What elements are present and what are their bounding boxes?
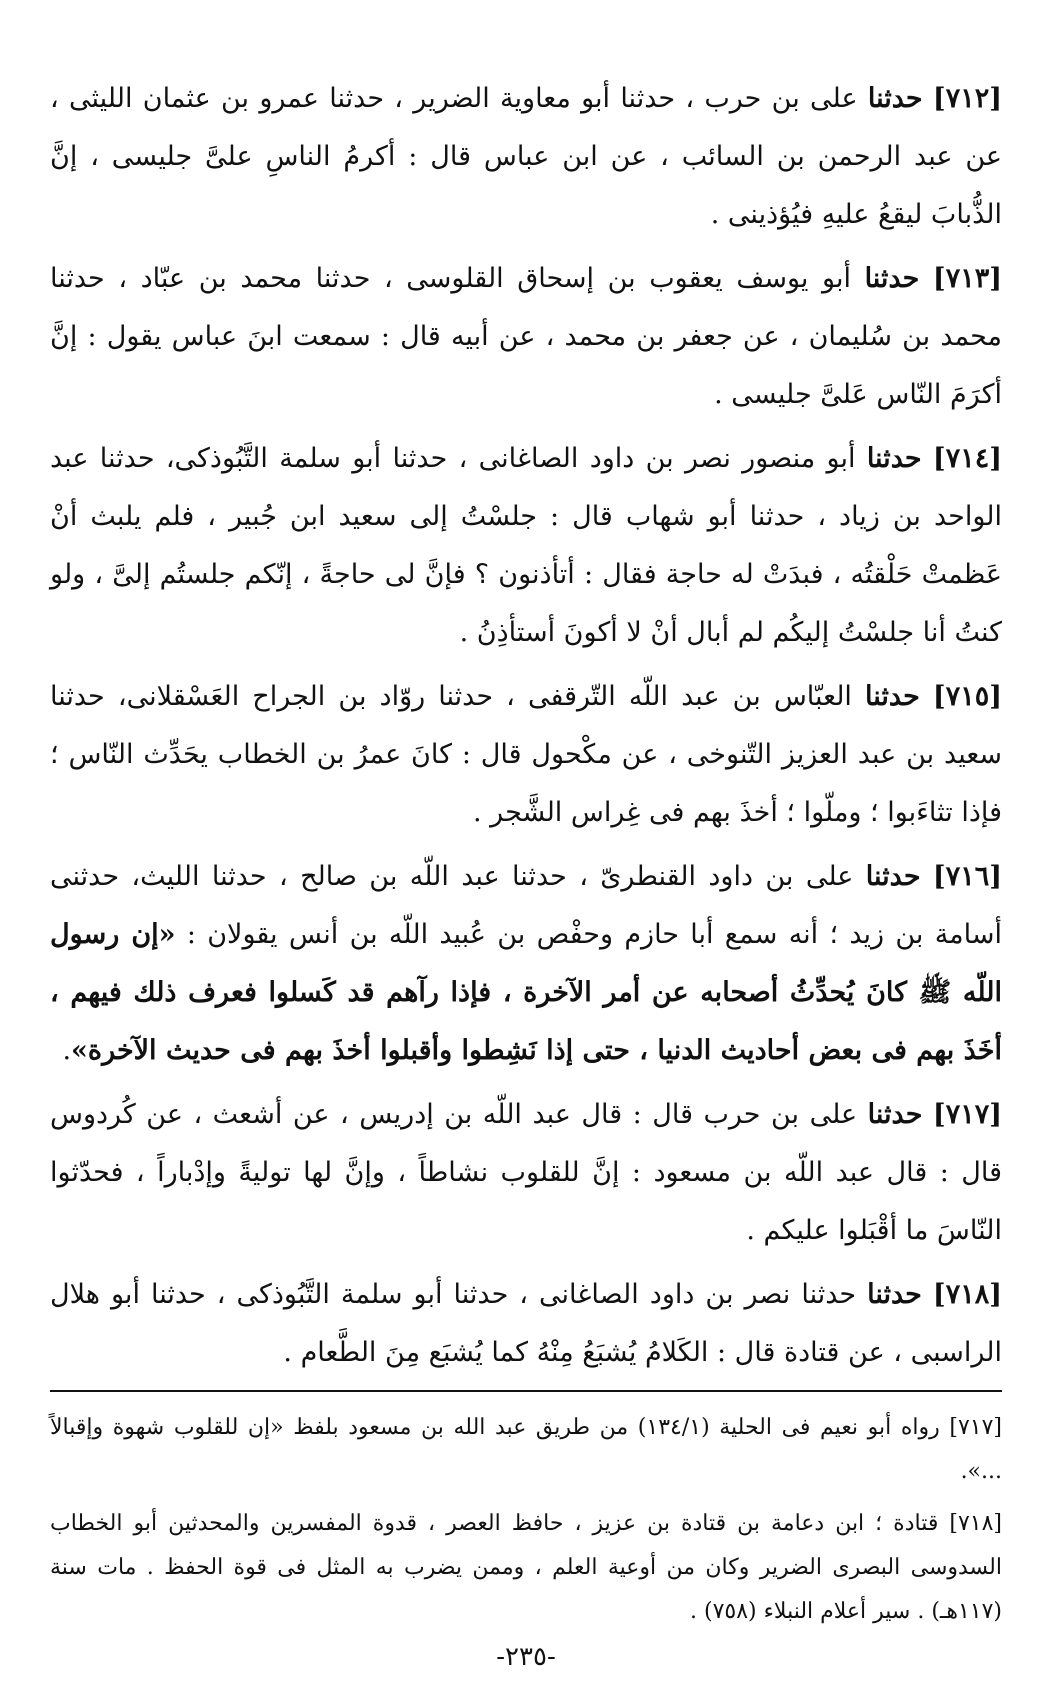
hadith-number: [٧١٤] (932, 443, 1002, 474)
hadith-number: [٧١٣] (932, 263, 1002, 294)
hadith-tail: . (62, 1035, 72, 1066)
hadith-717 (50, 1086, 1002, 1260)
hadith-text: العبّاس بن عبد اللّه التّرقفى ، حدثنا روّاد بن الجراح العَسْقلانى، حدثنا سعيد بن عبد العزيز التّنوخى ، عن مكْحول قال : كانَ عمرُ بن الخطاب يحَدِّث النّاس ؛ فإذا تثاءَبوا ؛ وملّوا ؛ أخذَ بهم فى غِراس الشَّجر . (50, 681, 1002, 828)
main-text (50, 70, 1002, 1382)
footnote-divider (50, 1390, 1002, 1392)
hadith-number: [٧١٢] (932, 83, 1002, 114)
footnote-717 (50, 1406, 1002, 1494)
hadith-715 (50, 668, 1002, 842)
hadith-opening: حدثنا (865, 681, 920, 712)
hadith-number: [٧١٧] (932, 1099, 1002, 1130)
hadith-714 (50, 430, 1002, 662)
hadith-text: على بن داود القنطرىّ ، حدثنا عبد اللّه بن صالح ، حدثنا الليث، حدثنى أسامة بن زيد ؛ أنه سمع أبا حازم وحفْص بن عُبيد اللّه بن أنس يقولان : (50, 861, 1002, 950)
prophetic-quote: «إن رسول اللّه ﷺ كانَ يُحدِّثُ أصحابه عن أمر الآخرة ، فإذا رآهم قد كَسلوا فعرف ذلك فيهم ، أخَذَ بهم فى بعض أحاديث الدنيا ، حتى إذا نَشِطوا وأقبلوا أخذَ بهم فى حديث الآخرة» (50, 919, 1002, 1066)
hadith-opening: حدثنا (867, 83, 923, 114)
hadith-opening: حدثنا (864, 263, 920, 294)
hadith-opening: حدثنا (866, 443, 922, 474)
hadith-text: حدثنا نصر بن داود الصاغانى ، حدثنا أبو سلمة التَّبُوذكى ، حدثنا أبو هلال الراسبى ، عن قتادة قال : الكَلامُ يُشبَعُ مِنْهُ كما يُشبَع مِنَ الطَّعام . (50, 1279, 1002, 1368)
hadith-opening: حدثنا (865, 861, 921, 892)
footnote-718 (50, 1502, 1002, 1634)
hadith-number: [٧١٥] (932, 681, 1002, 712)
hadith-number: [٧١٨] (932, 1279, 1002, 1310)
footnote-text: رواه أبو نعيم فى الحلية (١٣٤/١) من طريق عبد الله بن مسعود بلفظ «إن للقلوب شهوة وإقبالاً ...». (50, 1415, 1002, 1484)
hadith-number: [٧١٦] (932, 861, 1002, 892)
hadith-712 (50, 70, 1002, 244)
footnote-ref: [٧١٨] (949, 1511, 1002, 1536)
hadith-718 (50, 1266, 1002, 1382)
hadith-text: أبو يوسف يعقوب بن إسحاق القلوسى ، حدثنا محمد بن عبّاد ، حدثنا محمد بن سُليمان ، عن جعفر بن محمد ، عن أبيه قال : سمعت ابنَ عباس يقول : إنَّ أكرَمَ النّاس عَلىَّ جليسى . (50, 263, 1002, 410)
hadith-opening: حدثنا (867, 1099, 923, 1130)
hadith-opening: حدثنا (867, 1279, 922, 1310)
hadith-716 (50, 848, 1002, 1080)
page-number: -٢٣٥- (496, 1642, 556, 1672)
footnote-text: قتادة ؛ ابن دعامة بن قتادة بن عزيز ، حافظ العصر ، قدوة المفسرين والمحدثين أبو الخطاب السدوسى البصرى الضرير وكان من أوعية العلم ، وممن يضرب به المثل فى قوة الحفظ . مات سنة (١١٧هـ) . سير أعلام النبلاء (٧٥٨) . (50, 1511, 1002, 1624)
footnotes (50, 1406, 1002, 1634)
hadith-text: أبو منصور نصر بن داود الصاغانى ، حدثنا أبو سلمة التَّبُوذكى، حدثنا عبد الواحد بن زياد ، حدثنا أبو شهاب قال : جلسْتُ إلى سعيد ابن جُبير ، فلم يلبث أنْ عَظمتْ حَلْقتُه ، فبدَتْ له حاجة فقال : أتأذنون ؟ فإنَّ لى حاجةً ، إنّكم جلستُم إلىَّ ، ولو كنتُ أنا جلسْتُ إليكُم لم أبال أنْ لا أكونَ أستأذِنُ . (50, 443, 1003, 648)
hadith-text: على بن حرب ، حدثنا أبو معاوية الضرير ، حدثنا عمرو بن عثمان الليثى ، عن عبد الرحمن بن السائب ، عن ابن عباس قال : أكرمُ الناسِ علىَّ جليسى ، إنَّ الذُّبابَ ليقعُ عليهِ فيُؤذينى . (50, 83, 1002, 230)
hadith-713 (50, 250, 1002, 424)
footnote-ref: [٧١٧] (949, 1415, 1003, 1440)
hadith-text: على بن حرب قال : قال عبد اللّه بن إدريس ، عن أشعث ، عن كُردوس قال : قال عبد اللّه بن مسعود : إنَّ للقلوب نشاطاً ، وإنَّ لها توليةً وإدْباراً ، فحدّثوا النّاسَ ما أقْبَلوا عليكم . (50, 1099, 1002, 1246)
